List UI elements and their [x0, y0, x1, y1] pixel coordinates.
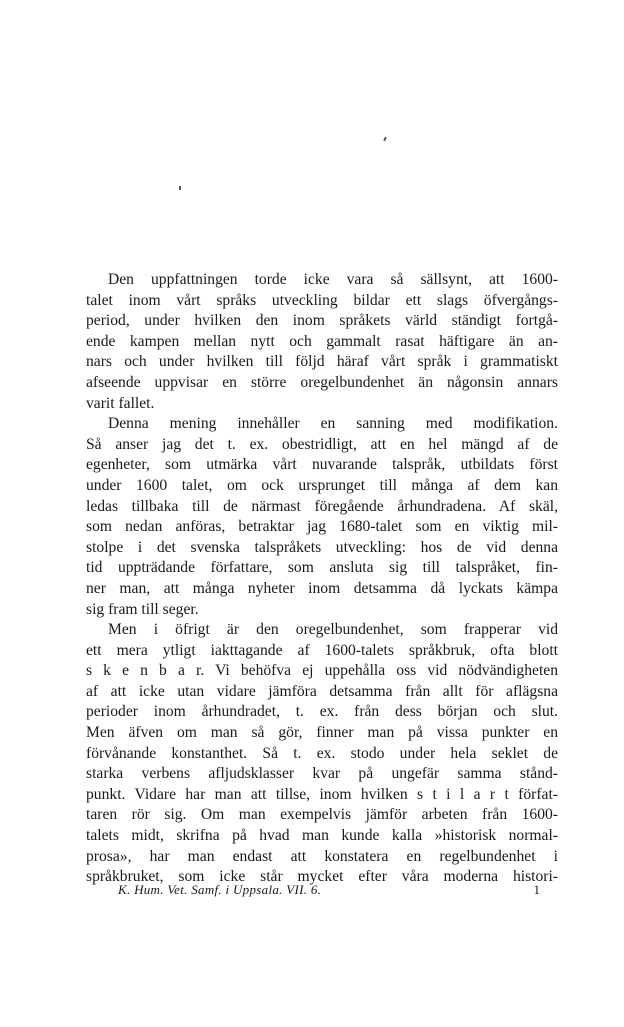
text-line: under 1600 talet, om ock ursprunget till många af dem kan	[86, 476, 558, 494]
text-line: Men äfven om man så gör, finner man på vissa punkter en	[86, 724, 558, 742]
text-line: Den uppfattningen torde icke vara så sällsynt, att 1600-	[108, 271, 558, 288]
body-text	[86, 270, 558, 888]
text-line: egenheter, som utmärka vårt nuvarande talspråk, utbildats först	[86, 456, 558, 474]
text-line: språkbruket, som icke står mycket efter våra moderna histori-	[86, 868, 558, 886]
text-line: perioder inom århundradet, t. ex. från dess början och slut.	[86, 703, 558, 721]
text-line: af att icke utan vidare jämföra detsamma från allt för aflägsna	[86, 682, 558, 700]
print-speck	[179, 186, 181, 190]
text-line: taren rör sig. Om man exempelvis jämför arbeten från 1600-	[86, 806, 558, 824]
text-line: varit fallet.	[86, 394, 155, 412]
text-line: nars och under hvilken till följd häraf vårt språk i grammatiskt	[86, 353, 558, 371]
text-line: stolpe i det svenska talspråkets utveckling: hos de vid denna	[86, 538, 558, 556]
text-line: afseende uppvisar en större oregelbundenhet än någonsin annars	[86, 373, 558, 391]
text-line: talet inom vårt språks utveckling bildar ett slags öfvergångs-	[86, 291, 558, 309]
text-line: ner man, att många nyheter inom detsamma då lyckats kämpa	[86, 579, 558, 597]
text-line: sig fram till seger.	[86, 600, 199, 618]
text-line: ende kampen mellan nytt och gammalt rasat häftigare än an-	[86, 332, 558, 350]
text-line: ledas tillbaka till de närmast föregående århundradena. Af skäl,	[86, 497, 558, 515]
text-line: förvånande konstanthet. Så t. ex. stodo under hela seklet de	[86, 744, 558, 762]
text-line: Men i öfrigt är den oregelbundenhet, som frapperar vid	[108, 621, 558, 639]
footer-signature: K. Hum. Vet. Samf. i Uppsala. VII. 6.	[118, 882, 322, 897]
text-line: punkt. Vidare har man att tillse, inom hvilken s t i l a r t förfat-	[86, 785, 558, 803]
page-number: 1	[533, 882, 540, 897]
text-line: talets midt, skrifna på hvad man kunde kalla »historisk normal-	[86, 827, 558, 845]
print-speck	[383, 137, 387, 141]
text-line: prosa», har man endast att konstatera en regelbundenhet i	[86, 847, 558, 865]
page-footer	[86, 880, 558, 900]
text-line: ett mera ytligt iakttagande af 1600-talets språkbruk, ofta blott	[86, 641, 558, 659]
text-line: starka verbens afljudsklasser kvar på ungefär samma stånd-	[86, 765, 558, 783]
text-line: s k e n b a r. Vi behöfva ej uppehålla oss vid nödvändigheten	[86, 662, 558, 680]
text-line: period, under hvilken den inom språkets värld ständigt fortgå-	[86, 312, 558, 330]
text-line: Så anser jag det t. ex. obestridligt, att en hel mängd af de	[86, 435, 558, 453]
text-line: som nedan anföras, betraktar jag 1680-talet som en viktig mil-	[86, 518, 558, 536]
text-line: tid uppträdande författare, som ansluta sig till talspråket, fin-	[86, 559, 558, 577]
text-line: Denna mening innehåller en sanning med modifikation.	[108, 415, 558, 433]
